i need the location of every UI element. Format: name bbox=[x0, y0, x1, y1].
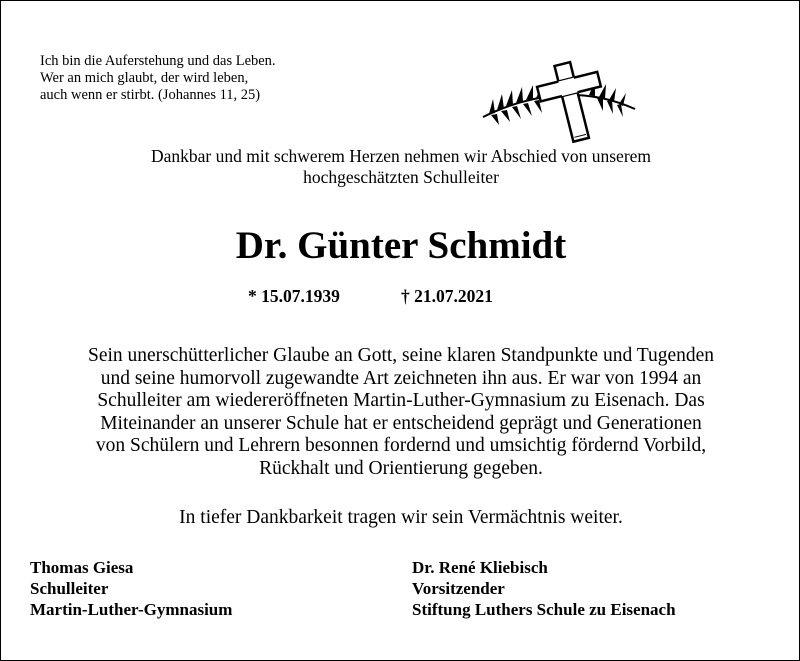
tribute-text bbox=[1, 345, 800, 480]
verse-line: Wer an mich glaubt, der wird leben, bbox=[40, 70, 249, 86]
tribute-line: Schulleiter am wiedereröffneten Martin-Luther-Gymnasium zu Eisenach. Das bbox=[97, 390, 705, 411]
closing-line: In tiefer Dankbarkeit tragen wir sein Vermächtnis weiter. bbox=[179, 507, 623, 528]
signatory-organization: Stiftung Luthers Schule zu Eisenach bbox=[412, 600, 676, 619]
intro-text bbox=[1, 146, 800, 188]
signatory-name: Thomas Giesa bbox=[30, 558, 134, 577]
tribute-line: von Schülern und Lehrern besonnen fordernd und umsichtig fördernd Vorbild, bbox=[95, 435, 707, 456]
intro-line: hochgeschätzten Schulleiter bbox=[303, 167, 499, 187]
tribute-line: und seine humorvoll zugewandte Art zeichneten ihn aus. Er war von 1994 an bbox=[100, 367, 702, 389]
birth-date: * 15.07.1939 bbox=[248, 286, 340, 306]
signatory-organization: Martin-Luther-Gymnasium bbox=[30, 600, 233, 619]
bible-verse bbox=[40, 53, 276, 104]
signatory-role: Vorsitzender bbox=[412, 579, 505, 598]
tribute-line: Miteinander an unserer Schule hat er entscheidend geprägt und Generationen bbox=[100, 412, 702, 434]
cross-with-palm-branch-icon bbox=[479, 59, 639, 144]
tribute-line: Sein unerschütterlicher Glaube an Gott, seine klaren Standpunkte und Tugenden bbox=[87, 345, 715, 366]
verse-line: Ich bin die Auferstehung und das Leben. bbox=[40, 53, 276, 69]
signatory-name: Dr. René Kliebisch bbox=[412, 558, 548, 577]
verse-line: auch wenn er stirbt. (Johannes 11, 25) bbox=[40, 87, 261, 103]
signature-right bbox=[412, 557, 676, 620]
tribute-line: Rückhalt und Orientierung gegeben. bbox=[259, 457, 543, 479]
signatory-role: Schulleiter bbox=[30, 579, 109, 598]
signature-left bbox=[30, 557, 232, 620]
death-date: † 21.07.2021 bbox=[401, 286, 493, 306]
intro-line: Dankbar und mit schwerem Herzen nehmen wir Abschied von unserem bbox=[150, 146, 652, 166]
deceased-name: Dr. Günter Schmidt bbox=[235, 224, 567, 267]
